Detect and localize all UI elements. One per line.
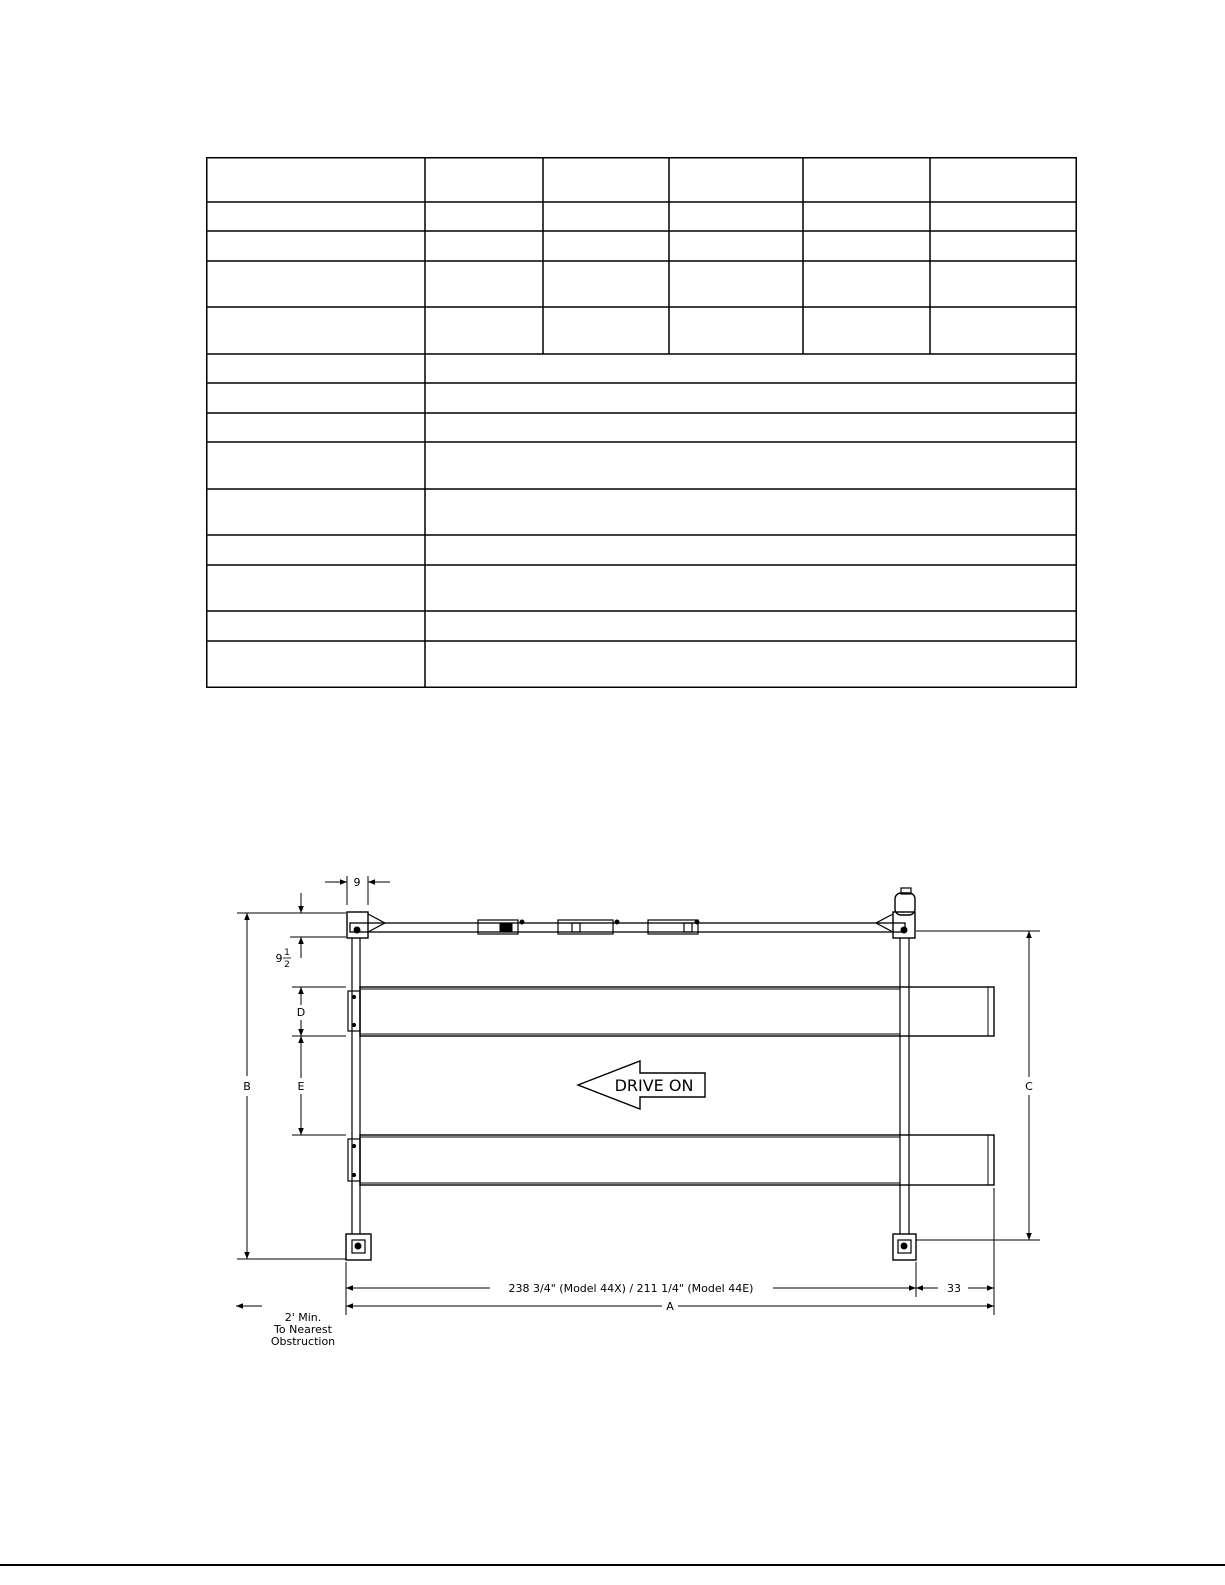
overhang-dim: 33 (947, 1282, 961, 1295)
right-front-post (893, 912, 915, 938)
dim-label-c: C (1025, 1080, 1033, 1093)
offset-dim-numerator: 1 (284, 948, 290, 958)
clearance-note-line3: Obstruction (270, 1335, 336, 1348)
post-width-dim: 9 (353, 876, 361, 889)
dim-label-b: B (243, 1080, 251, 1093)
specification-table (206, 157, 1077, 688)
top-cross-beam (350, 923, 905, 932)
clearance-note-line2: To Nearest (274, 1323, 332, 1336)
runway-bottom (360, 1135, 994, 1185)
lift-structure (346, 888, 994, 1260)
page-bottom-rule (0, 1564, 1225, 1566)
offset-dim-whole: 9 (275, 952, 283, 965)
runway-top (360, 987, 994, 1036)
dim-label-e: E (297, 1080, 305, 1093)
length-note: 238 3/4" (Model 44X) / 211 1/4" (Model 44E) (508, 1282, 754, 1295)
drive-on-label: DRIVE ON (614, 1076, 694, 1095)
offset-dim-denominator: 2 (284, 960, 290, 970)
dim-label-a: A (666, 1300, 674, 1313)
clearance-note-line1: 2' Min. (284, 1311, 322, 1324)
lift-plan-drawing (0, 850, 1225, 1370)
dim-label-d: D (296, 1006, 306, 1019)
